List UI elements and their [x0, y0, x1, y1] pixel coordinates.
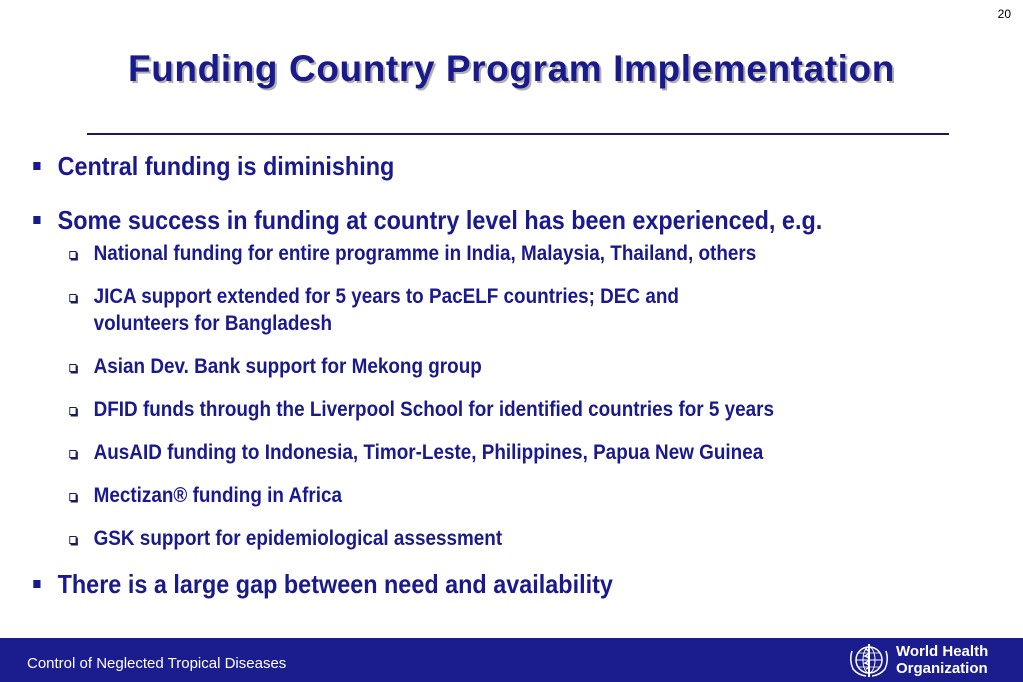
hollow-square-bullet-icon	[69, 407, 76, 415]
sub-item-text: Asian Dev. Bank support for Mekong group	[93, 355, 482, 378]
sub-item-text: DFID funds through the Liverpool School for identified countries for 5 years	[93, 398, 775, 421]
sub-item-national-funding	[0, 240, 921, 267]
bullet-text: Central funding is diminishing	[57, 151, 395, 181]
bullet-item-large-gap	[0, 566, 921, 602]
hollow-square-bullet-icon	[69, 364, 76, 372]
hollow-square-bullet-icon	[69, 536, 76, 544]
who-logo-text	[896, 643, 988, 677]
slide-title: Funding Country Program Implementation	[128, 48, 895, 89]
square-bullet-icon	[33, 580, 40, 588]
slide-number: 20	[997, 7, 1011, 21]
sub-item-gsk	[0, 525, 921, 552]
sub-item-mectizan	[0, 482, 921, 509]
hollow-square-bullet-icon	[69, 493, 76, 501]
bullet-item-central-funding	[0, 148, 921, 184]
title-divider	[87, 133, 949, 135]
bullet-item-country-funding	[0, 202, 921, 238]
sub-item-text: Mectizan® funding in Africa	[93, 484, 343, 507]
who-logo-line1: World Health	[896, 643, 989, 660]
who-emblem-icon	[846, 641, 892, 679]
sub-item-text: GSK support for epidemiological assessment	[93, 527, 503, 550]
bullet-text: There is a large gap between need and availability	[57, 569, 613, 599]
hollow-square-bullet-icon	[69, 294, 76, 302]
sub-item-text: AusAID funding to Indonesia, Timor-Leste, Philippines, Papua New Guinea	[93, 441, 764, 464]
sub-bullet-list	[0, 240, 1023, 552]
hollow-square-bullet-icon	[69, 450, 76, 458]
sub-item-text-continued: volunteers for Bangladesh	[93, 312, 333, 335]
sub-item-jica	[0, 283, 921, 337]
content-area	[0, 148, 1023, 602]
footer-bar	[0, 638, 1023, 682]
bullet-text: Some success in funding at country level has been experienced, e.g.	[57, 205, 823, 235]
hollow-square-bullet-icon	[69, 251, 76, 259]
sub-item-dfid	[0, 396, 921, 423]
footer-text: Control of Neglected Tropical Diseases	[27, 655, 287, 672]
sub-item-ausaid	[0, 439, 921, 466]
sub-item-text: National funding for entire programme in India, Malaysia, Thailand, others	[93, 242, 757, 265]
sub-item-asian-dev-bank	[0, 353, 921, 380]
who-logo	[846, 641, 988, 679]
square-bullet-icon	[33, 216, 40, 224]
square-bullet-icon	[33, 162, 40, 170]
who-logo-line2: Organization	[896, 660, 988, 677]
sub-item-text: JICA support extended for 5 years to PacELF countries; DEC and	[93, 285, 679, 308]
